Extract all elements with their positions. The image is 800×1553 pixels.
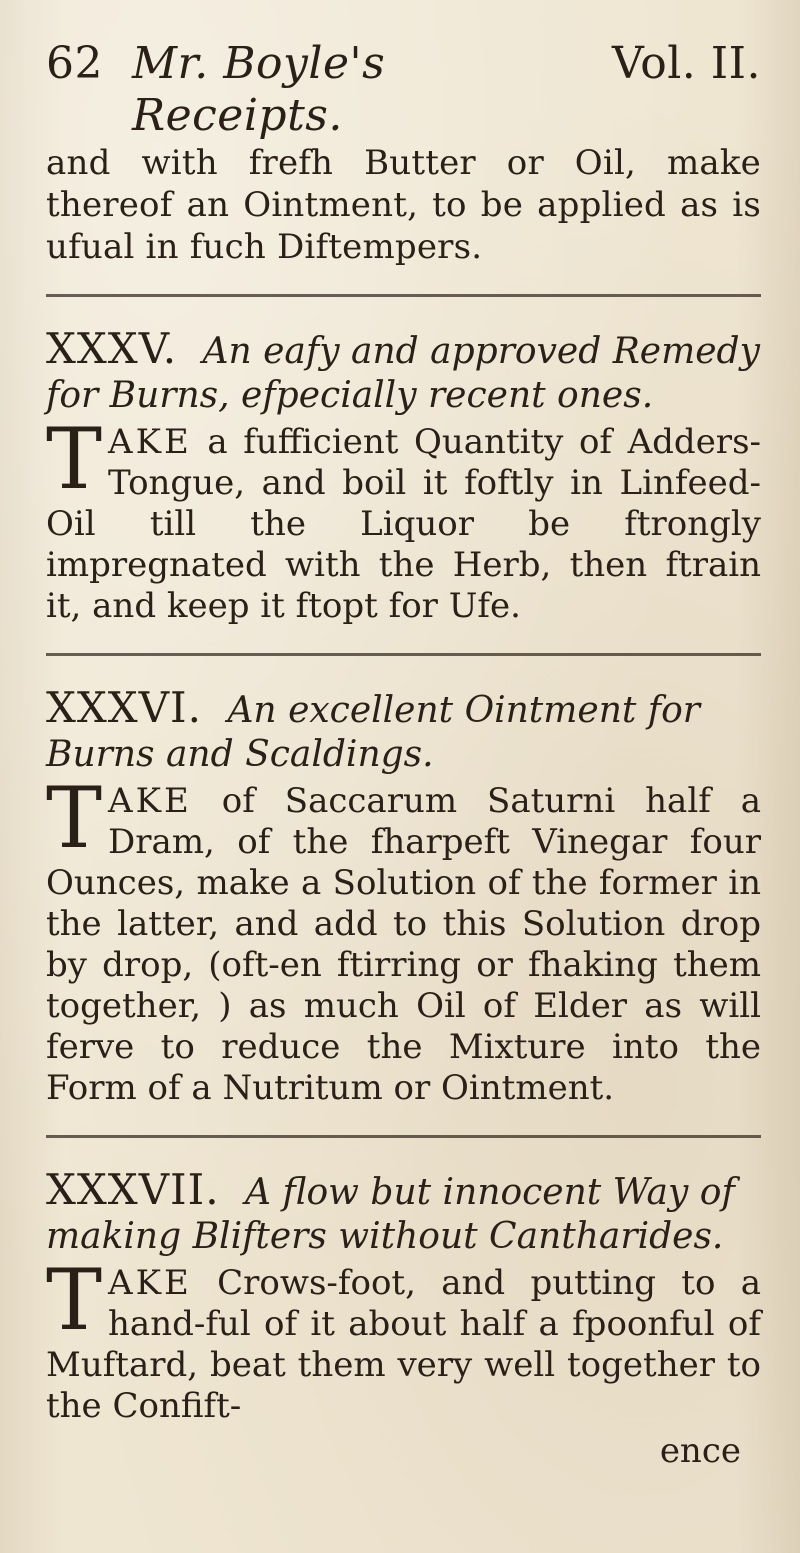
recipe-body [46,410,762,627]
recipe-text: a fufficient Quantity of Adders-Tongue, and boil it foftly in Linfeed-Oil till the Liquor be ftrongly impregnated with the Herb, then ftrain it, and keep it ftopt for Ufe. [46,422,762,626]
recipe-text: Crows-foot, and putting to a hand-ful of it about half a fpoonful of Muftard, beat them very well together to the Confift- [46,1263,761,1426]
recipe-heading [46,1165,761,1259]
recipe-section [46,324,762,627]
lead-word: AKE [108,422,192,462]
drop-cap: T [46,410,103,508]
page-number: 62 [46,38,103,89]
recipe-number: XXXVII. [46,1165,220,1214]
recipe-title: An eafy and approved Remedy for Burns, efpecially recent ones. [46,331,760,416]
recipe-heading [46,324,761,418]
intro-paragraph: and with frefh Butter or Oil, make thereof an Ointment, to be applied as is ufual in fuch Diftempers. [46,143,761,267]
lead-word: AKE [108,781,192,821]
section-divider [46,294,761,297]
recipe-section [46,1165,761,1427]
running-header [46,38,761,142]
recipe-section [46,683,762,1109]
section-divider [46,1135,761,1138]
section-divider [46,653,761,656]
recipe-body [46,1251,761,1427]
recipe-number: XXXV. [46,324,178,373]
catchword: ence [659,1431,741,1471]
recipe-number: XXXVI. [46,683,202,732]
volume-label: Vol. II. [611,38,761,89]
book-page [46,38,761,1471]
recipe-title: An excellent Ointment for Burns and Scaldings. [46,690,700,775]
recipe-title: A flow but innocent Way of making Blifters without Cantharides. [46,1172,735,1257]
drop-cap: T [46,1251,103,1349]
recipe-body [46,769,762,1109]
recipe-text: of Saccarum Saturni half a Dram, of the fharpeft Vinegar four Ounces, make a Solution of the former in the latter, and add to this Solution drop by drop, (oft-en ftirring or fhaking them together, ) as much Oil of Elder as will ferve to reduce the Mixture into the Form of a Nutritum or Ointment. [46,781,762,1108]
lead-word: AKE [108,1263,192,1303]
drop-cap: T [46,769,103,867]
running-title: Mr. Boyle's Receipts. [132,38,386,141]
recipe-heading [46,683,761,777]
